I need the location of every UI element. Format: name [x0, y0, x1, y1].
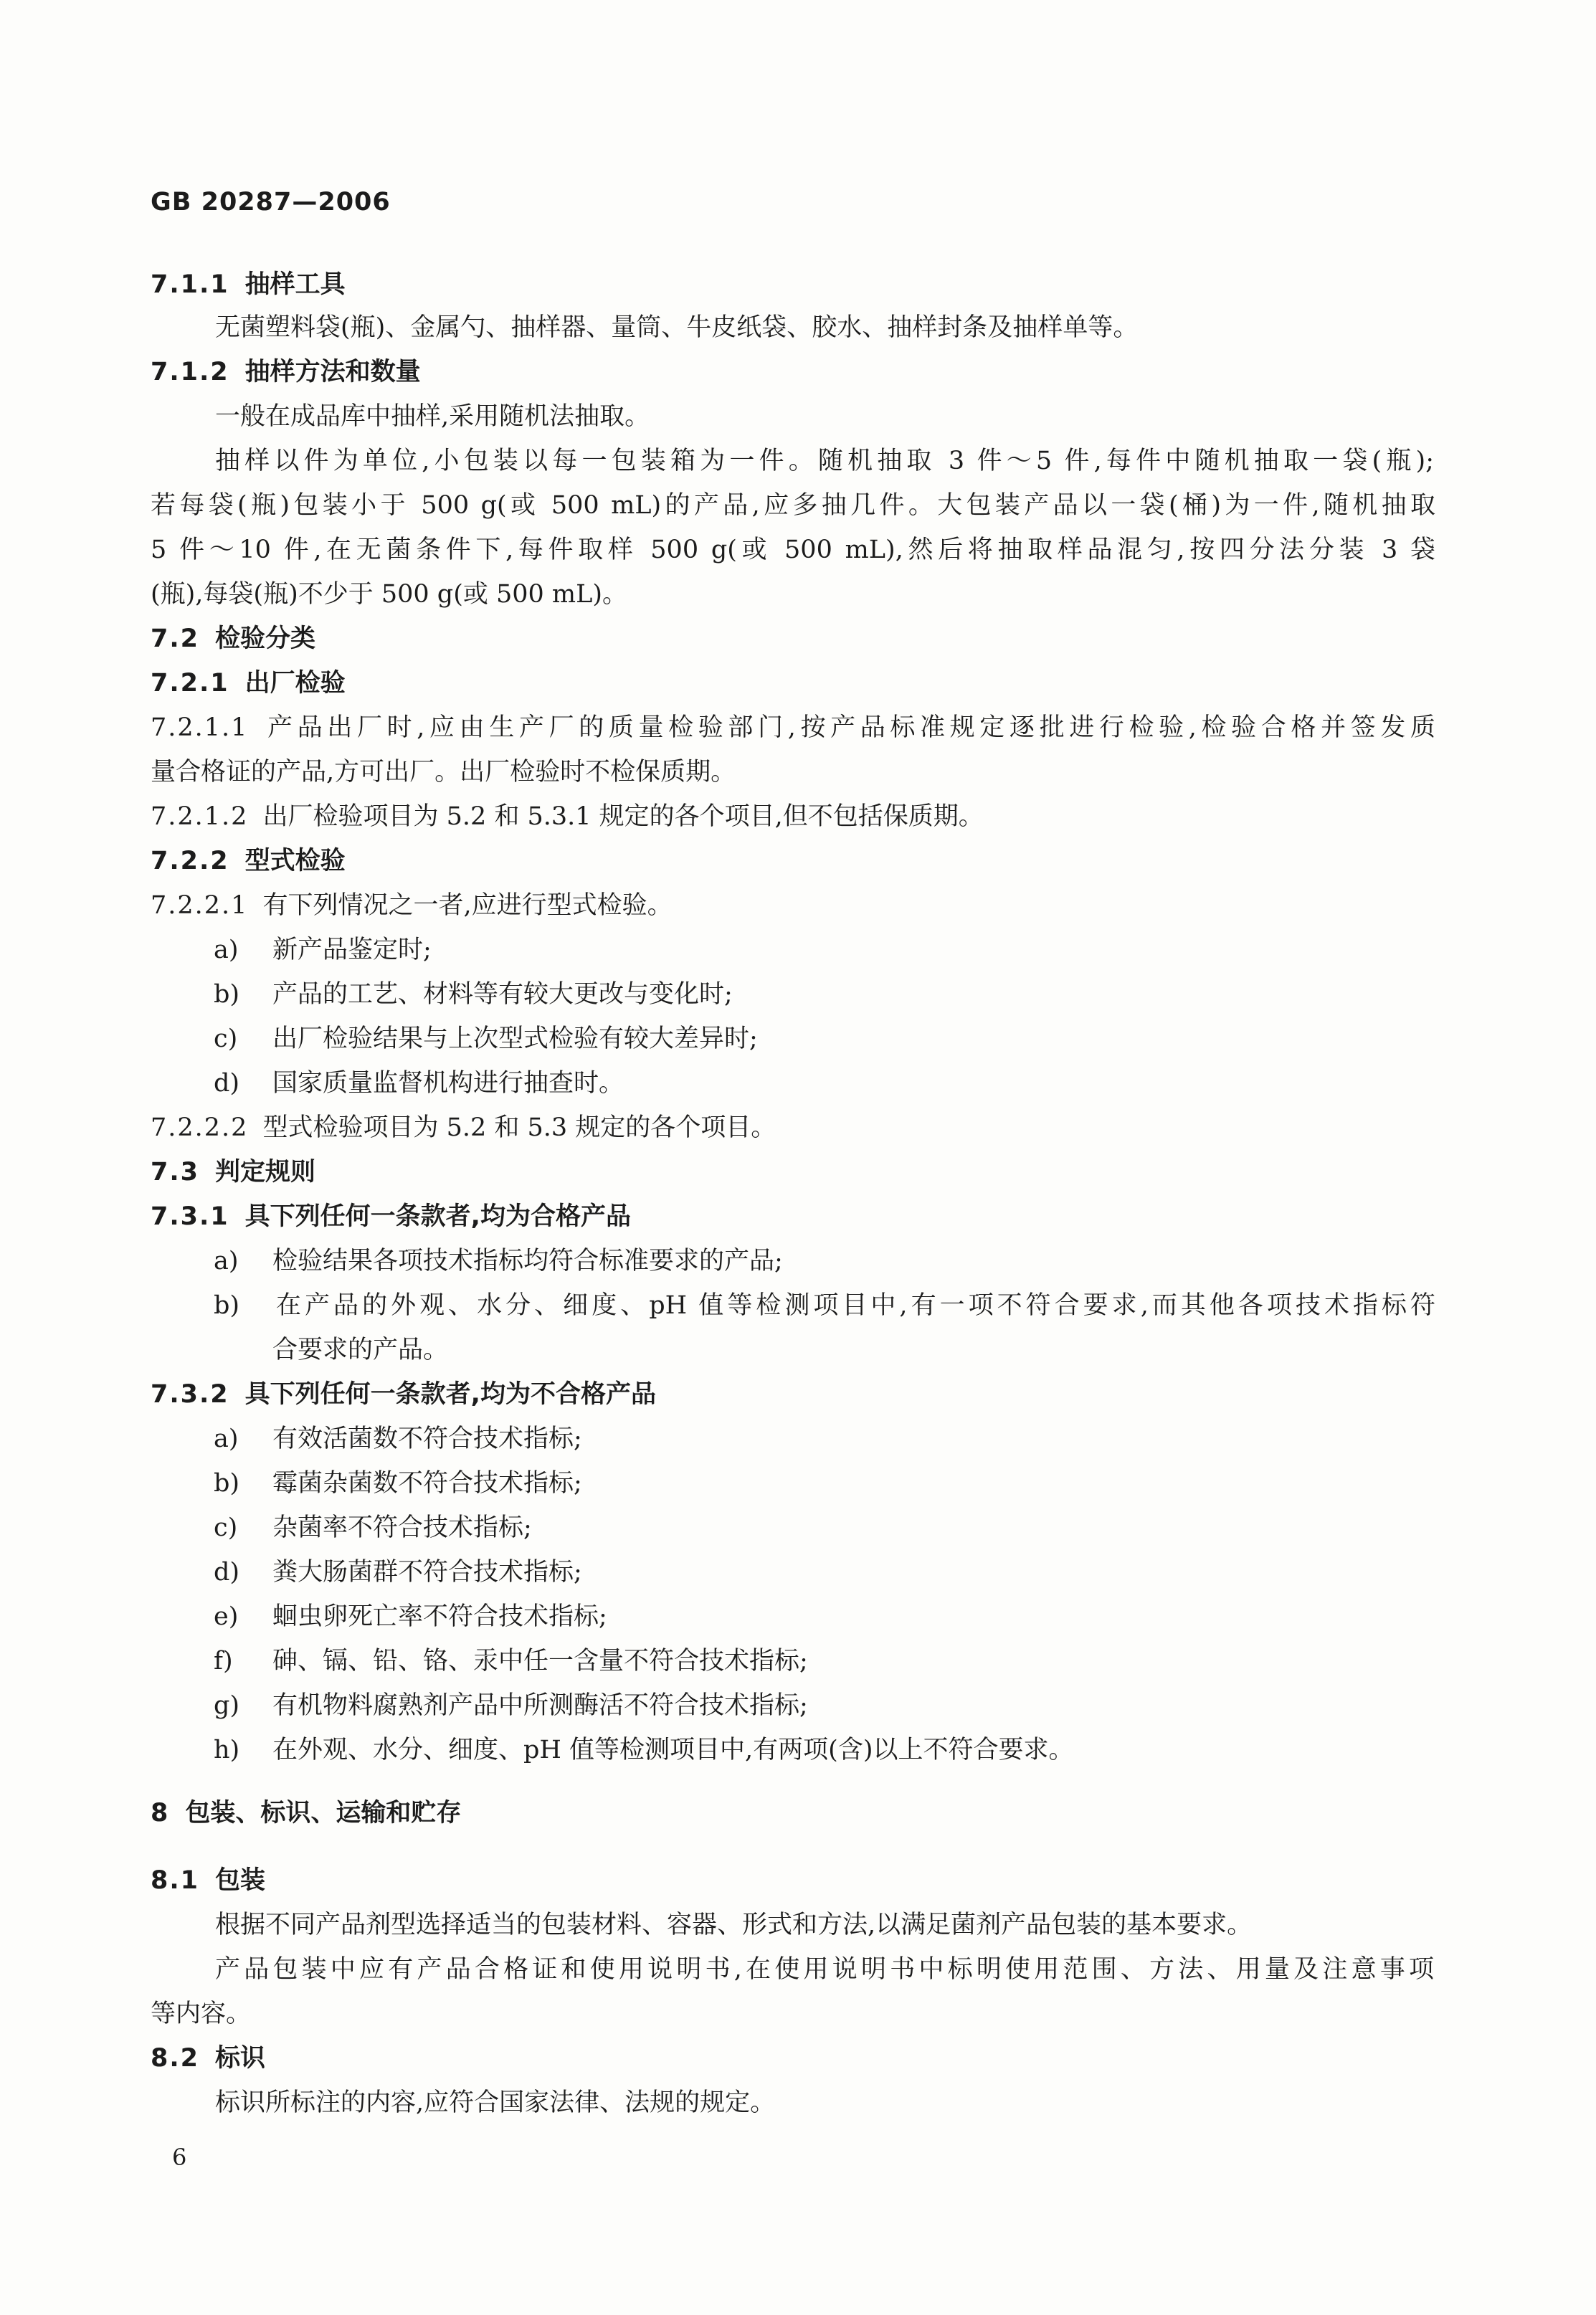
list-item: [214, 1639, 808, 1683]
list-label: b): [214, 1291, 240, 1320]
list-label: c): [214, 1513, 238, 1542]
list-text: 出厂检验结果与上次型式检验有较大差异时;: [272, 1025, 758, 1053]
clause-number: 7.2.2.2: [151, 1113, 249, 1142]
page-number: 6: [172, 2144, 187, 2171]
list-text: 新产品鉴定时;: [272, 936, 432, 964]
list-label: f): [214, 1647, 233, 1675]
clause-7-2-2-1: [151, 883, 673, 928]
list-label: g): [214, 1691, 240, 1720]
list-item-continuation: 合要求的产品。: [272, 1336, 449, 1364]
list-line: [214, 1283, 1435, 1328]
text-line: 产品包装中应有产品合格证和使用说明书,在使用说明书中标明使用范围、方法、用量及注意事项: [215, 1955, 1434, 1984]
clause-text: 出厂检验项目为 5.2 和 5.3.1 规定的各个项目,但不包括保质期。: [262, 802, 984, 831]
list-label: a): [214, 1247, 239, 1275]
list-label: h): [214, 1736, 240, 1764]
section-title: 抽样方法和数量: [244, 358, 421, 386]
clause-text: 有下列情况之一者,应进行型式检验。: [262, 891, 673, 920]
list-label: a): [214, 936, 239, 964]
section-title: 出厂检验: [244, 669, 346, 698]
section-number: 7.3: [151, 1158, 200, 1187]
section-title: 包装、标识、运输和贮存: [185, 1799, 462, 1827]
list-label: a): [214, 1425, 239, 1453]
heading-7-2: [151, 617, 315, 661]
list-text: 霉菌杂菌数不符合技术指标;: [272, 1469, 582, 1498]
list-item: [214, 1239, 783, 1283]
section-number: 8.2: [151, 2044, 200, 2073]
list-text: 有效活菌数不符合技术指标;: [272, 1425, 582, 1453]
clause-line: [151, 705, 1435, 750]
clause-number: 7.2.2.1: [151, 891, 249, 920]
list-label: d): [214, 1069, 240, 1098]
list-item: [214, 1594, 607, 1639]
heading-8-2: [151, 2036, 265, 2081]
section-number: 7.2: [151, 624, 200, 653]
section-title: 判定规则: [215, 1158, 316, 1187]
list-item: [214, 1683, 808, 1728]
section-number: 7.2.1: [151, 669, 229, 698]
list-text: 在外观、水分、细度、pH 值等检测项目中,有两项(含)以上不符合要求。: [272, 1736, 1074, 1764]
heading-8-1: [151, 1858, 265, 1903]
section-number: 7.1.1: [151, 270, 229, 299]
clause-7-2-1-1: [151, 705, 1435, 750]
section-number: 7.1.2: [151, 358, 229, 386]
list-item: [214, 1506, 532, 1550]
heading-7-3-1: [151, 1194, 631, 1239]
list-text: 蛔虫卵死亡率不符合技术指标;: [272, 1602, 607, 1631]
clause-number: 7.2.1.1: [151, 713, 249, 742]
heading-7-1-1: [151, 262, 346, 307]
list-text: 检验结果各项技术指标均符合标准要求的产品;: [272, 1247, 783, 1275]
heading-7-2-2: [151, 839, 346, 883]
section-number: 7.2.2: [151, 847, 229, 875]
section-title: 型式检验: [244, 847, 346, 875]
section-number: 7.3.2: [151, 1380, 229, 1409]
text-line: 5 件～10 件,在无菌条件下,每件取样 500 g(或 500 mL),然后将抽取样品混匀,按四分法分装 3 袋: [151, 536, 1435, 564]
list-item: [214, 928, 432, 972]
clause-text: 产品出厂时,应由生产厂的质量检验部门,按产品标准规定逐批进行检验,检验合格并签发质: [262, 713, 1435, 742]
paragraph-line: [215, 439, 1434, 483]
list-label: d): [214, 1558, 240, 1587]
list-text: 有机物料腐熟剂产品中所测酶活不符合技术指标;: [272, 1691, 808, 1720]
paragraph: 根据不同产品剂型选择适当的包装材料、容器、形式和方法,以满足菌剂产品包装的基本要求。: [215, 1911, 1253, 1939]
list-label: e): [214, 1602, 239, 1631]
section-number: 7.3.1: [151, 1202, 229, 1231]
paragraph: 一般在成品库中抽样,采用随机法抽取。: [215, 402, 650, 431]
clause-text: 型式检验项目为 5.2 和 5.3 规定的各个项目。: [262, 1113, 776, 1142]
section-title: 具下列任何一条款者,均为合格产品: [244, 1202, 631, 1231]
list-text: 在产品的外观、水分、细度、pH 值等检测项目中,有一项不符合要求,而其他各项技术指标符: [272, 1291, 1435, 1320]
list-item: [214, 1061, 624, 1106]
list-item: [214, 1017, 758, 1061]
list-text: 砷、镉、铅、铬、汞中任一含量不符合技术指标;: [272, 1647, 808, 1675]
paragraph-line: (瓶),每袋(瓶)不少于 500 g(或 500 mL)。: [151, 580, 628, 609]
heading-7-3-2: [151, 1372, 656, 1417]
section-title: 标识: [215, 2044, 266, 2073]
list-label: b): [214, 980, 240, 1009]
list-text: 粪大肠菌群不符合技术指标;: [272, 1558, 582, 1587]
paragraph-line: 等内容。: [151, 2000, 252, 2028]
list-item: [214, 1728, 1074, 1772]
heading-7-2-1: [151, 661, 346, 705]
text-line: 抽样以件为单位,小包装以每一包装箱为一件。随机抽取 3 件～5 件,每件中随机抽取一袋(瓶);: [215, 447, 1434, 475]
list-text: 国家质量监督机构进行抽查时。: [272, 1069, 624, 1098]
section-title: 具下列任何一条款者,均为不合格产品: [244, 1380, 656, 1409]
list-text: 产品的工艺、材料等有较大更改与变化时;: [272, 980, 733, 1009]
list-label: b): [214, 1469, 240, 1498]
standard-code: GB 20287—2006: [151, 188, 391, 217]
list-item: [214, 972, 733, 1017]
section-number: 8.1: [151, 1866, 200, 1895]
paragraph-line: [151, 528, 1435, 572]
heading-7-3: [151, 1150, 315, 1194]
heading-7-1-2: [151, 350, 421, 394]
list-item: [214, 1461, 582, 1506]
paragraph: 标识所标注的内容,应符合国家法律、法规的规定。: [215, 2088, 776, 2117]
clause-number: 7.2.1.2: [151, 802, 249, 831]
section-number: 8: [151, 1799, 170, 1827]
section-title: 包装: [215, 1866, 266, 1895]
paragraph-line: [151, 483, 1435, 528]
clause-7-2-2-2: [151, 1106, 776, 1150]
heading-8: [151, 1791, 461, 1835]
list-item: [214, 1283, 1435, 1328]
section-title: 抽样工具: [244, 270, 346, 299]
paragraph-line: 量合格证的产品,方可出厂。出厂检验时不检保质期。: [151, 758, 736, 786]
list-text: 杂菌率不符合技术指标;: [272, 1513, 532, 1542]
paragraph: 无菌塑料袋(瓶)、金属勺、抽样器、量筒、牛皮纸袋、胶水、抽样封条及抽样单等。: [215, 313, 1139, 342]
paragraph-line: [215, 1947, 1434, 1992]
text-line: 若每袋(瓶)包装小于 500 g(或 500 mL)的产品,应多抽几件。大包装产品以一袋(桶)为一件,随机抽取: [151, 491, 1435, 520]
list-item: [214, 1417, 582, 1461]
list-label: c): [214, 1025, 238, 1053]
section-title: 检验分类: [215, 624, 316, 653]
clause-7-2-1-2: [151, 794, 984, 839]
list-item: [214, 1550, 582, 1594]
